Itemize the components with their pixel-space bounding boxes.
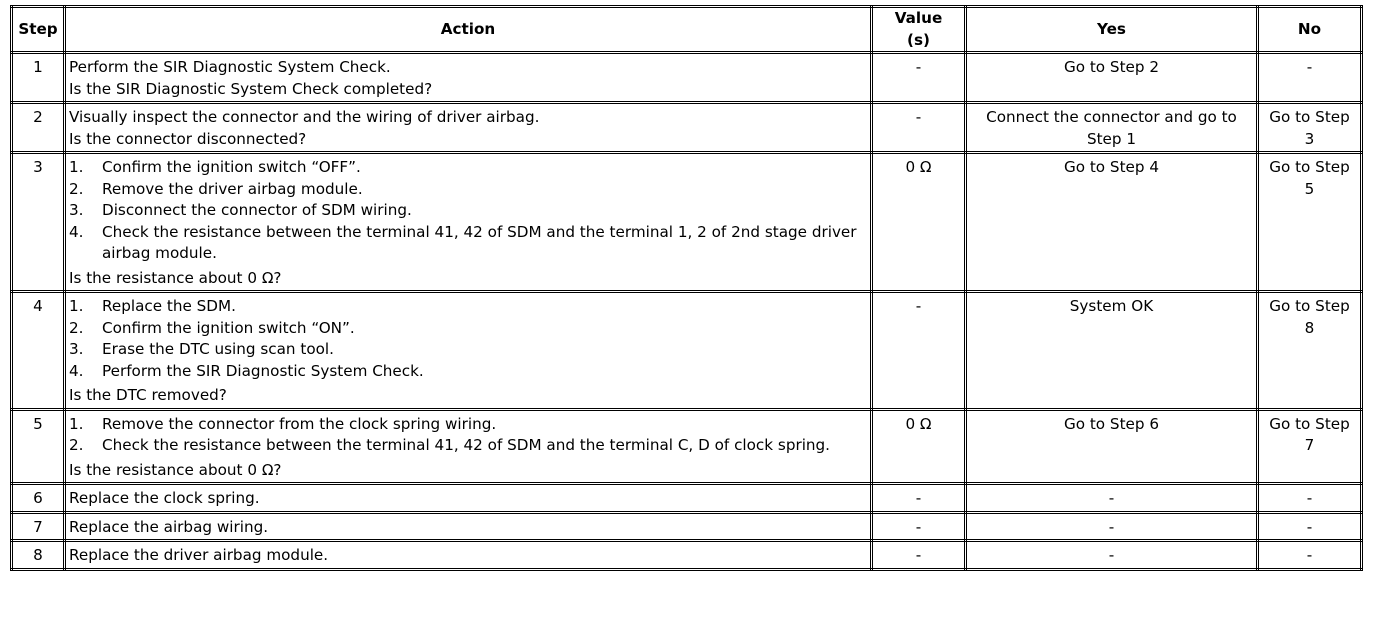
action-line: Is the SIR Diagnostic System Check completed? xyxy=(69,79,433,98)
value-cell: 0 Ω xyxy=(872,153,966,292)
header-action: Action xyxy=(65,7,872,53)
table-row xyxy=(12,292,1362,410)
value-cell: - xyxy=(872,103,966,153)
table-row xyxy=(12,541,1362,570)
step-number: 8 xyxy=(12,541,65,570)
action-item-number: 3. xyxy=(69,340,84,358)
header-value-line1: Value xyxy=(894,9,943,27)
no-cell: Go to Step 3 xyxy=(1258,103,1362,153)
action-item xyxy=(69,179,867,201)
action-item-text: Confirm the ignition switch “OFF”. xyxy=(102,158,361,176)
action-item-number: 1. xyxy=(69,297,84,315)
header-yes: Yes xyxy=(966,7,1258,53)
header-value xyxy=(872,7,966,53)
table-row xyxy=(12,484,1362,513)
no-cell: - xyxy=(1258,512,1362,541)
action-item xyxy=(69,296,867,318)
header-value-line2: (s) xyxy=(907,30,930,49)
yes-cell: Connect the connector and go to Step 1 xyxy=(966,103,1258,153)
action-item xyxy=(69,435,867,457)
step-number: 2 xyxy=(12,103,65,153)
header-step: Step xyxy=(12,7,65,53)
table-row xyxy=(12,153,1362,292)
action-cell xyxy=(65,103,872,153)
value-cell: - xyxy=(872,541,966,570)
yes-cell: - xyxy=(966,541,1258,570)
action-question: Is the resistance about 0 Ω? xyxy=(69,268,282,287)
yes-cell: - xyxy=(966,484,1258,513)
table-row xyxy=(12,103,1362,153)
action-cell xyxy=(65,292,872,410)
action-cell xyxy=(65,153,872,292)
action-item-number: 4. xyxy=(69,222,84,241)
action-cell xyxy=(65,512,872,541)
action-item-text: Confirm the ignition switch “ON”. xyxy=(102,318,355,337)
action-line: Replace the airbag wiring. xyxy=(69,517,269,536)
action-item-text: Erase the DTC using scan tool. xyxy=(102,340,334,358)
yes-cell: System OK xyxy=(966,292,1258,410)
no-cell: - xyxy=(1258,541,1362,570)
action-question: Is the DTC removed? xyxy=(69,386,227,404)
yes-cell: Go to Step 6 xyxy=(966,409,1258,484)
action-item xyxy=(69,414,867,436)
table-row xyxy=(12,512,1362,541)
action-item-number: 1. xyxy=(69,158,84,176)
action-line: Replace the driver airbag module. xyxy=(69,546,329,564)
action-item-text: Perform the SIR Diagnostic System Check. xyxy=(102,361,424,380)
action-item-number: 1. xyxy=(69,414,84,433)
value-cell: - xyxy=(872,484,966,513)
value-cell: - xyxy=(872,512,966,541)
step-number: 5 xyxy=(12,409,65,484)
action-cell xyxy=(65,409,872,484)
action-cell xyxy=(65,53,872,103)
action-question: Is the resistance about 0 Ω? xyxy=(69,460,282,479)
no-cell: Go to Step 8 xyxy=(1258,292,1362,410)
no-cell: - xyxy=(1258,53,1362,103)
action-item-text: Remove the connector from the clock spring wiring. xyxy=(102,414,497,433)
action-item-number: 2. xyxy=(69,179,84,198)
yes-cell: Go to Step 4 xyxy=(966,153,1258,292)
action-cell xyxy=(65,484,872,513)
action-line: Is the connector disconnected? xyxy=(69,129,307,148)
table-row xyxy=(12,409,1362,484)
yes-cell: - xyxy=(966,512,1258,541)
no-cell: Go to Step 7 xyxy=(1258,409,1362,484)
action-line: Perform the SIR Diagnostic System Check. xyxy=(69,58,391,76)
action-item-text: Disconnect the connector of SDM wiring. xyxy=(102,201,412,219)
action-item-text: Check the resistance between the terminal 41, 42 of SDM and the terminal 1, 2 of 2nd stage driver airbag module. xyxy=(102,222,857,262)
table-row xyxy=(12,53,1362,103)
action-line: Visually inspect the connector and the wiring of driver airbag. xyxy=(69,108,540,126)
header-no: No xyxy=(1258,7,1362,53)
action-item xyxy=(69,339,867,361)
no-cell: - xyxy=(1258,484,1362,513)
action-line: Replace the clock spring. xyxy=(69,489,260,507)
action-item-number: 3. xyxy=(69,201,84,219)
action-item-text: Remove the driver airbag module. xyxy=(102,179,363,198)
value-cell: 0 Ω xyxy=(872,409,966,484)
yes-cell: Go to Step 2 xyxy=(966,53,1258,103)
diagnostic-table xyxy=(10,5,1363,571)
step-number: 6 xyxy=(12,484,65,513)
action-item-text: Replace the SDM. xyxy=(102,297,236,315)
step-number: 3 xyxy=(12,153,65,292)
step-number: 7 xyxy=(12,512,65,541)
action-item xyxy=(69,222,867,265)
action-item xyxy=(69,157,867,179)
value-cell: - xyxy=(872,292,966,410)
action-item-number: 2. xyxy=(69,318,84,337)
step-number: 1 xyxy=(12,53,65,103)
action-item xyxy=(69,200,867,222)
action-item-number: 2. xyxy=(69,436,84,454)
action-item-text: Check the resistance between the terminal 41, 42 of SDM and the terminal C, D of clock spring. xyxy=(102,436,831,454)
action-item-number: 4. xyxy=(69,361,84,380)
step-number: 4 xyxy=(12,292,65,410)
action-item xyxy=(69,361,867,383)
header-row xyxy=(12,7,1362,53)
action-cell xyxy=(65,541,872,570)
no-cell: Go to Step 5 xyxy=(1258,153,1362,292)
table-body xyxy=(12,53,1362,570)
value-cell: - xyxy=(872,53,966,103)
action-item xyxy=(69,318,867,340)
